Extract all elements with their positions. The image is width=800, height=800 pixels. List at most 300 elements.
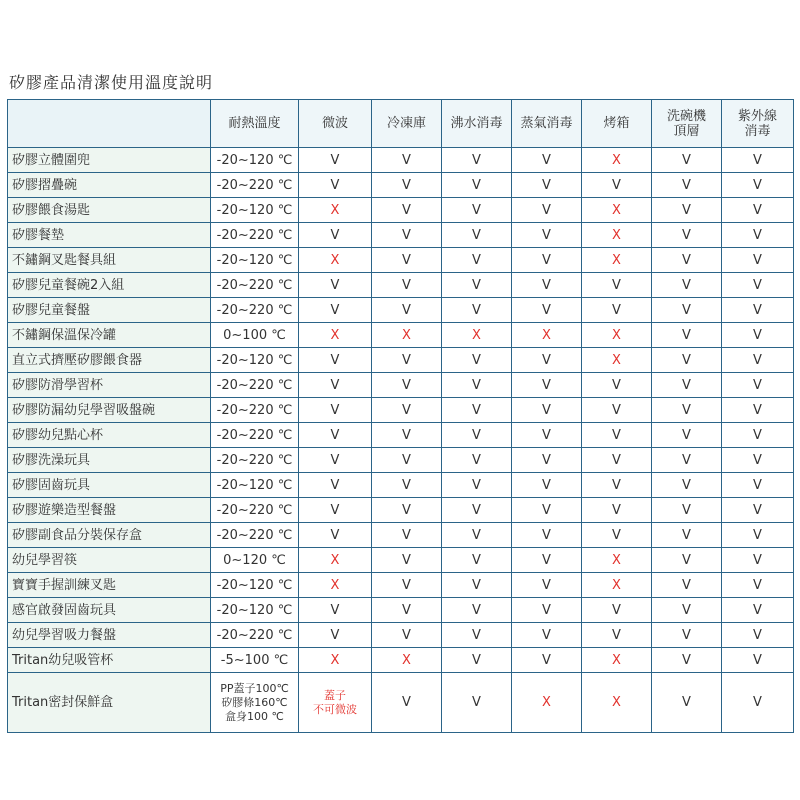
- check-mark: V: [753, 402, 762, 418]
- check-mark: V: [402, 252, 411, 268]
- check-mark: V: [402, 552, 411, 568]
- table-row: [8, 448, 794, 473]
- check-mark: V: [402, 427, 411, 443]
- check-mark: V: [542, 352, 551, 368]
- heat-range: -20~220 ℃: [211, 623, 299, 648]
- mark-cell: [512, 198, 582, 223]
- mark-cell: [372, 148, 442, 173]
- mark-cell: [372, 548, 442, 573]
- mark-cell: [442, 298, 512, 323]
- mark-cell: [512, 298, 582, 323]
- check-mark: V: [753, 695, 762, 710]
- product-name: 矽膠副食品分裝保存盒: [8, 523, 211, 548]
- check-mark: V: [330, 427, 340, 443]
- mark-cell: [442, 598, 512, 623]
- check-mark: V: [472, 277, 481, 293]
- check-mark: V: [612, 527, 621, 543]
- product-name: Tritan密封保鮮盒: [8, 673, 211, 733]
- table-row: [8, 198, 794, 223]
- check-mark: V: [472, 252, 481, 268]
- mark-cell: [582, 498, 652, 523]
- check-mark: V: [542, 577, 551, 593]
- check-mark: V: [542, 302, 551, 318]
- mark-cell: [582, 573, 652, 598]
- product-name: 矽膠兒童餐盤: [8, 298, 211, 323]
- column-header: 紫外線消毒: [722, 100, 794, 148]
- mark-cell: [722, 548, 794, 573]
- mark-cell: [722, 573, 794, 598]
- mark-cell: [299, 298, 372, 323]
- mark-cell: [372, 673, 442, 733]
- product-name: 矽膠兒童餐碗2入組: [8, 273, 211, 298]
- check-mark: V: [612, 277, 621, 293]
- mark-cell: [722, 323, 794, 348]
- mark-cell: [722, 448, 794, 473]
- check-mark: V: [682, 402, 691, 418]
- check-mark: V: [542, 402, 551, 418]
- header-row: [8, 100, 794, 148]
- mark-cell: [652, 323, 722, 348]
- check-mark: V: [682, 377, 691, 393]
- heat-range: -20~120 ℃: [211, 573, 299, 598]
- check-mark: V: [542, 452, 551, 468]
- cross-mark: X: [472, 327, 481, 343]
- mark-cell: [652, 173, 722, 198]
- check-mark: V: [330, 152, 340, 168]
- product-name: 矽膠洗澡玩具: [8, 448, 211, 473]
- table-row: [8, 273, 794, 298]
- column-header: 蒸氣消毒: [512, 100, 582, 148]
- mark-cell: [652, 523, 722, 548]
- heat-range: -20~220 ℃: [211, 423, 299, 448]
- mark-cell: [512, 373, 582, 398]
- mark-cell: [722, 423, 794, 448]
- mark-cell: [442, 648, 512, 673]
- mark-cell: [299, 648, 372, 673]
- product-name: 矽膠幼兒點心杯: [8, 423, 211, 448]
- mark-cell: [512, 423, 582, 448]
- mark-cell: [722, 648, 794, 673]
- mark-cell: [722, 498, 794, 523]
- check-mark: V: [682, 427, 691, 443]
- check-mark: V: [612, 477, 621, 493]
- check-mark: V: [330, 627, 340, 643]
- check-mark: V: [753, 502, 762, 518]
- table-row: [8, 598, 794, 623]
- mark-cell: [582, 523, 652, 548]
- heat-range-line: PP蓋子100℃: [220, 681, 289, 695]
- check-mark: V: [330, 277, 340, 293]
- check-mark: V: [330, 602, 340, 618]
- mark-cell: [442, 323, 512, 348]
- mark-cell: [652, 648, 722, 673]
- mark-cell: [372, 323, 442, 348]
- product-name: 寶寶手握訓練叉匙: [8, 573, 211, 598]
- table-row: [8, 548, 794, 573]
- product-name: 幼兒學習吸力餐盤: [8, 623, 211, 648]
- check-mark: V: [753, 627, 762, 643]
- column-header: 沸水消毒: [442, 100, 512, 148]
- mark-cell: [722, 173, 794, 198]
- check-mark: V: [330, 227, 340, 243]
- mark-cell: [299, 398, 372, 423]
- check-mark: V: [330, 402, 340, 418]
- check-mark: V: [472, 695, 481, 710]
- mark-cell: [442, 673, 512, 733]
- cross-mark: X: [402, 652, 411, 668]
- cross-mark: X: [542, 695, 551, 710]
- check-mark: V: [542, 652, 551, 668]
- mark-cell: [722, 623, 794, 648]
- check-mark: V: [682, 502, 691, 518]
- check-mark: V: [402, 577, 411, 593]
- mark-cell: [299, 198, 372, 223]
- mark-cell: [652, 298, 722, 323]
- mark-cell: [582, 598, 652, 623]
- check-mark: V: [753, 527, 762, 543]
- mark-cell: [299, 173, 372, 198]
- mark-cell: [722, 223, 794, 248]
- mark-cell: [299, 473, 372, 498]
- mark-cell: [652, 673, 722, 733]
- table-row: [8, 673, 794, 733]
- heat-range: -20~220 ℃: [211, 223, 299, 248]
- check-mark: V: [682, 602, 691, 618]
- check-mark: V: [753, 327, 762, 343]
- mark-cell: [722, 398, 794, 423]
- mark-cell: [512, 673, 582, 733]
- check-mark: V: [402, 277, 411, 293]
- heat-range: -20~120 ℃: [211, 473, 299, 498]
- mark-cell: [512, 223, 582, 248]
- mark-cell: [299, 148, 372, 173]
- check-mark: V: [682, 477, 691, 493]
- mark-cell: [372, 273, 442, 298]
- mark-cell: [299, 273, 372, 298]
- mark-cell: [442, 573, 512, 598]
- mark-cell: [372, 598, 442, 623]
- heat-range: -20~220 ℃: [211, 273, 299, 298]
- cross-mark: X: [330, 252, 340, 268]
- mark-cell: [442, 173, 512, 198]
- cross-mark: X: [330, 577, 340, 593]
- check-mark: V: [753, 202, 762, 218]
- heat-range: -20~120 ℃: [211, 198, 299, 223]
- product-name: 不鏽鋼保溫保冷罐: [8, 323, 211, 348]
- check-mark: V: [330, 177, 340, 193]
- mark-cell: [442, 348, 512, 373]
- check-mark: V: [472, 552, 481, 568]
- mark-cell: [652, 598, 722, 623]
- mark-cell: [652, 198, 722, 223]
- mark-cell: [372, 448, 442, 473]
- mark-cell: [299, 448, 372, 473]
- check-mark: V: [472, 302, 481, 318]
- column-header: 微波: [299, 100, 372, 148]
- mark-cell: [652, 573, 722, 598]
- table-body: [8, 148, 794, 733]
- product-name: 矽膠餵食湯匙: [8, 198, 211, 223]
- check-mark: V: [472, 352, 481, 368]
- mark-cell: [372, 623, 442, 648]
- mark-cell: [512, 323, 582, 348]
- mark-cell: [582, 448, 652, 473]
- microwave-note: 蓋子: [324, 688, 346, 702]
- mark-cell: [512, 523, 582, 548]
- product-name: 不鏽鋼叉匙餐具組: [8, 248, 211, 273]
- heat-range: -20~220 ℃: [211, 448, 299, 473]
- check-mark: V: [472, 627, 481, 643]
- mark-cell: [442, 273, 512, 298]
- check-mark: V: [542, 252, 551, 268]
- mark-cell: [372, 373, 442, 398]
- check-mark: V: [472, 152, 481, 168]
- check-mark: V: [402, 302, 411, 318]
- check-mark: V: [612, 427, 621, 443]
- product-name: 矽膠餐墊: [8, 223, 211, 248]
- table-row: [8, 398, 794, 423]
- check-mark: V: [612, 377, 621, 393]
- cross-mark: X: [612, 352, 621, 368]
- cross-mark: X: [330, 202, 340, 218]
- product-name: 矽膠固齒玩具: [8, 473, 211, 498]
- cross-mark: X: [612, 202, 621, 218]
- check-mark: V: [753, 227, 762, 243]
- mark-cell: [372, 498, 442, 523]
- mark-cell: [652, 223, 722, 248]
- mark-cell: [582, 423, 652, 448]
- mark-cell: [372, 348, 442, 373]
- cross-mark: X: [612, 227, 621, 243]
- mark-cell: [582, 323, 652, 348]
- mark-cell: [512, 473, 582, 498]
- mark-cell: [722, 248, 794, 273]
- mark-cell: [442, 423, 512, 448]
- check-mark: V: [682, 452, 691, 468]
- heat-range: -20~220 ℃: [211, 498, 299, 523]
- check-mark: V: [472, 502, 481, 518]
- mark-cell: [512, 273, 582, 298]
- mark-cell: [582, 398, 652, 423]
- mark-cell: [582, 148, 652, 173]
- table-row: [8, 473, 794, 498]
- mark-cell: [582, 273, 652, 298]
- heat-range-line: 盒身100 ℃: [225, 709, 284, 723]
- heat-range: -20~120 ℃: [211, 148, 299, 173]
- mark-cell: [299, 373, 372, 398]
- check-mark: V: [682, 252, 691, 268]
- mark-cell: [512, 448, 582, 473]
- mark-cell: [582, 673, 652, 733]
- check-mark: V: [402, 377, 411, 393]
- cross-mark: X: [612, 327, 621, 343]
- check-mark: V: [682, 177, 691, 193]
- check-mark: V: [402, 152, 411, 168]
- mark-cell: [442, 548, 512, 573]
- product-name: 矽膠遊樂造型餐盤: [8, 498, 211, 523]
- check-mark: V: [542, 152, 551, 168]
- mark-cell: [299, 348, 372, 373]
- check-mark: V: [472, 202, 481, 218]
- check-mark: V: [402, 227, 411, 243]
- mark-cell: [512, 573, 582, 598]
- check-mark: V: [472, 527, 481, 543]
- check-mark: V: [330, 452, 340, 468]
- mark-cell: [512, 648, 582, 673]
- check-mark: V: [682, 577, 691, 593]
- check-mark: V: [682, 627, 691, 643]
- heat-range: -20~120 ℃: [211, 348, 299, 373]
- check-mark: V: [753, 452, 762, 468]
- heat-range: -5~100 ℃: [211, 648, 299, 673]
- mark-cell: [442, 448, 512, 473]
- table-row: [8, 373, 794, 398]
- check-mark: V: [542, 427, 551, 443]
- check-mark: V: [402, 452, 411, 468]
- check-mark: V: [330, 352, 340, 368]
- mark-cell: [512, 248, 582, 273]
- cross-mark: X: [612, 152, 621, 168]
- check-mark: V: [330, 477, 340, 493]
- check-mark: V: [612, 452, 621, 468]
- check-mark: V: [542, 227, 551, 243]
- heat-range: -20~120 ℃: [211, 248, 299, 273]
- mark-cell: [372, 573, 442, 598]
- column-header: 冷凍庫: [372, 100, 442, 148]
- mark-cell: [582, 248, 652, 273]
- mark-cell: [372, 223, 442, 248]
- mark-cell: [372, 423, 442, 448]
- mark-cell: [582, 373, 652, 398]
- mark-cell: [512, 548, 582, 573]
- check-mark: V: [682, 695, 691, 710]
- check-mark: V: [612, 502, 621, 518]
- mark-cell: [652, 448, 722, 473]
- table-row: [8, 223, 794, 248]
- cross-mark: X: [612, 252, 621, 268]
- mark-cell: [372, 298, 442, 323]
- mark-cell: [722, 473, 794, 498]
- check-mark: V: [753, 602, 762, 618]
- table-row: [8, 423, 794, 448]
- mark-cell: [442, 148, 512, 173]
- product-name: 矽膠防滑學習杯: [8, 373, 211, 398]
- mark-cell: [442, 498, 512, 523]
- cross-mark: X: [330, 552, 340, 568]
- mark-cell: [512, 173, 582, 198]
- product-name: 矽膠立體圍兜: [8, 148, 211, 173]
- product-name: 直立式擠壓矽膠餵食器: [8, 348, 211, 373]
- heat-range: -20~220 ℃: [211, 173, 299, 198]
- mark-cell: [512, 148, 582, 173]
- table-row: [8, 173, 794, 198]
- cross-mark: X: [542, 327, 551, 343]
- mark-cell: [299, 523, 372, 548]
- mark-cell: [442, 223, 512, 248]
- mark-cell: [299, 498, 372, 523]
- check-mark: V: [402, 502, 411, 518]
- check-mark: V: [753, 377, 762, 393]
- table-row: [8, 623, 794, 648]
- mark-cell: [582, 548, 652, 573]
- check-mark: V: [753, 152, 762, 168]
- cross-mark: X: [330, 327, 340, 343]
- check-mark: V: [472, 577, 481, 593]
- check-mark: V: [753, 477, 762, 493]
- check-mark: V: [682, 302, 691, 318]
- mark-cell: [512, 398, 582, 423]
- table-row: [8, 523, 794, 548]
- cross-mark: X: [612, 552, 621, 568]
- column-header: 洗碗機頂層: [652, 100, 722, 148]
- table-row: [8, 498, 794, 523]
- mark-cell: [582, 348, 652, 373]
- mark-cell: [442, 523, 512, 548]
- check-mark: V: [682, 227, 691, 243]
- column-header: 耐熱溫度: [211, 100, 299, 148]
- mark-cell: [722, 373, 794, 398]
- check-mark: V: [682, 352, 691, 368]
- check-mark: V: [330, 302, 340, 318]
- mark-cell: [722, 348, 794, 373]
- check-mark: V: [753, 427, 762, 443]
- heat-range: [211, 673, 299, 733]
- mark-cell: [442, 473, 512, 498]
- heat-range: 0~100 ℃: [211, 323, 299, 348]
- check-mark: V: [402, 177, 411, 193]
- check-mark: V: [612, 402, 621, 418]
- mark-cell: [442, 198, 512, 223]
- mark-cell: [582, 473, 652, 498]
- check-mark: V: [753, 177, 762, 193]
- check-mark: V: [612, 602, 621, 618]
- header-corner: [8, 100, 211, 148]
- mark-cell: [652, 498, 722, 523]
- mark-cell: [582, 198, 652, 223]
- heat-range: -20~220 ℃: [211, 373, 299, 398]
- check-mark: V: [542, 527, 551, 543]
- mark-cell: [372, 398, 442, 423]
- check-mark: V: [472, 177, 481, 193]
- check-mark: V: [542, 377, 551, 393]
- mark-cell: [652, 148, 722, 173]
- mark-cell: [442, 398, 512, 423]
- cross-mark: X: [612, 695, 621, 710]
- check-mark: V: [402, 352, 411, 368]
- mark-cell: [722, 273, 794, 298]
- mark-cell: [722, 198, 794, 223]
- mark-cell: [372, 198, 442, 223]
- check-mark: V: [753, 252, 762, 268]
- table-row: [8, 298, 794, 323]
- check-mark: V: [682, 527, 691, 543]
- mark-cell: [722, 298, 794, 323]
- check-mark: V: [330, 502, 340, 518]
- table-row: [8, 573, 794, 598]
- mark-cell: [299, 548, 372, 573]
- mark-cell: [652, 623, 722, 648]
- check-mark: V: [472, 402, 481, 418]
- check-mark: V: [753, 302, 762, 318]
- heat-range: -20~220 ℃: [211, 398, 299, 423]
- check-mark: V: [682, 552, 691, 568]
- mark-cell: [652, 248, 722, 273]
- mark-cell: [722, 148, 794, 173]
- mark-cell: [299, 623, 372, 648]
- table-row: [8, 323, 794, 348]
- mark-cell: [299, 323, 372, 348]
- microwave-note: 不可微波: [313, 702, 357, 716]
